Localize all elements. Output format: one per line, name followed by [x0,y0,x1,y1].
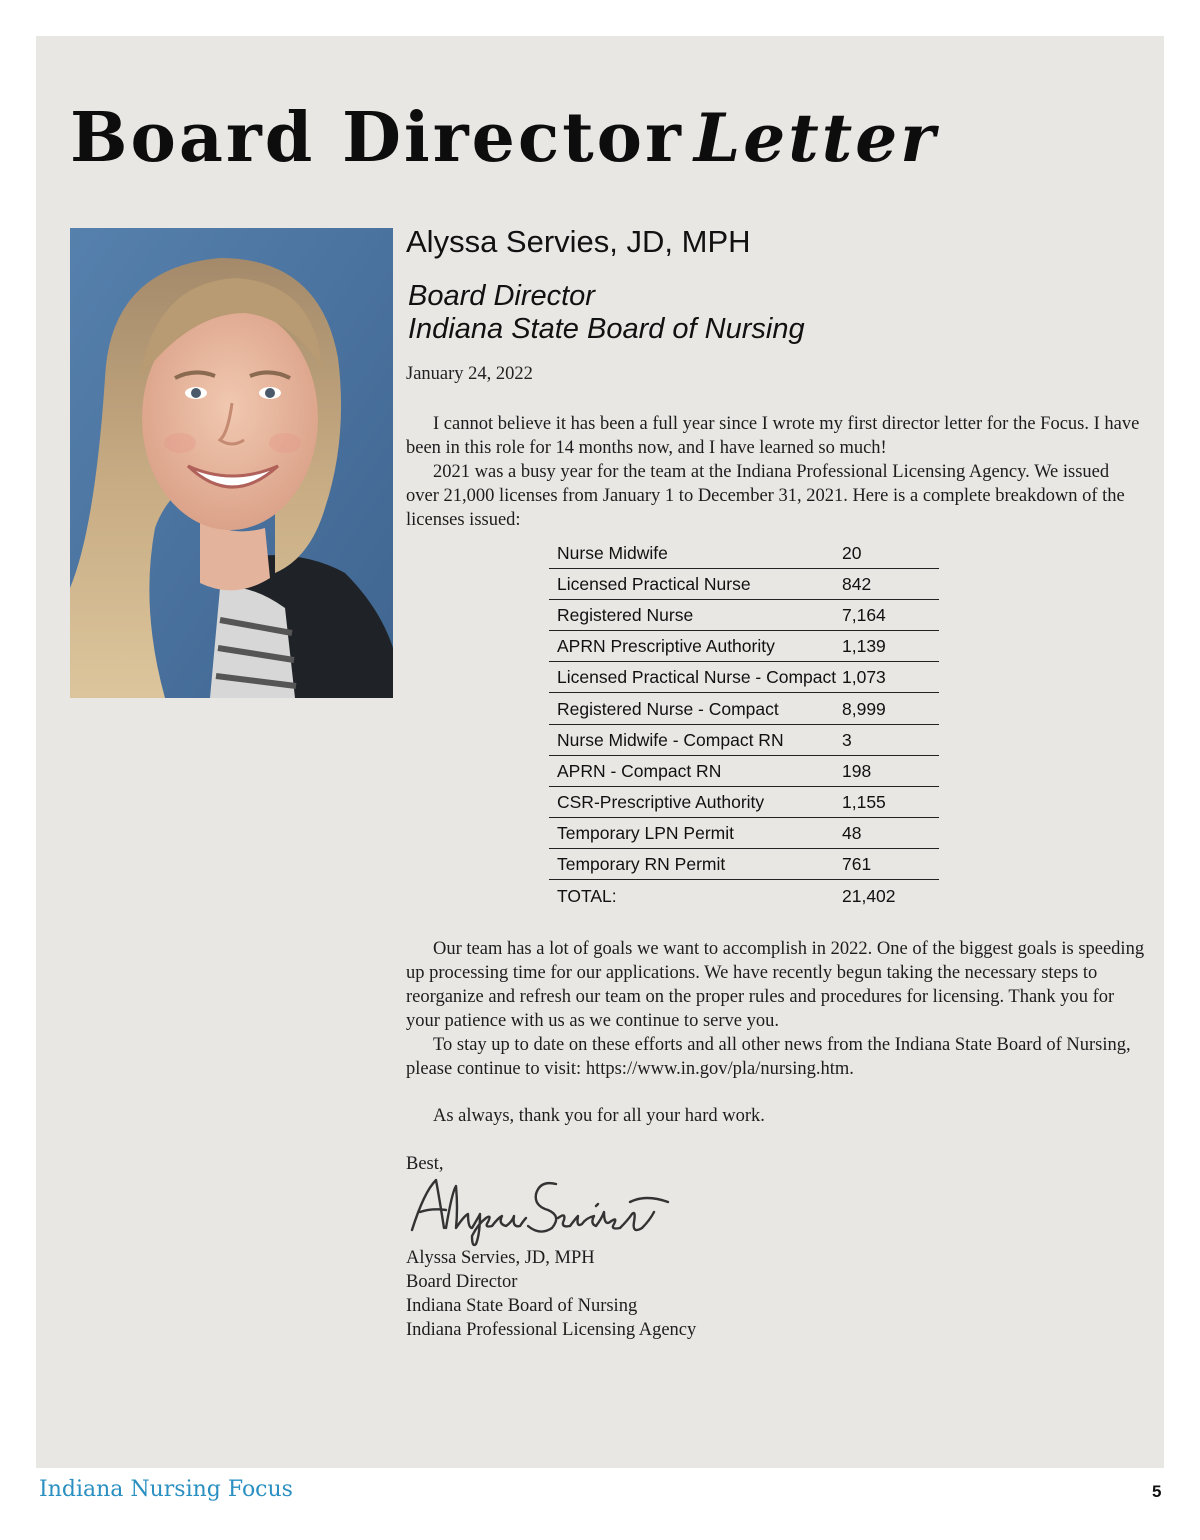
license-count: 21,402 [842,886,896,907]
license-count: 198 [842,760,872,781]
closing: Best, [406,1154,444,1174]
page-title-bold: Board Director [70,98,684,178]
author-photo [70,228,393,698]
signoff-organization: Indiana State Board of Nursing [406,1296,638,1316]
license-count: 1,139 [842,636,886,657]
page-title-italic: Letter [693,99,938,177]
paragraph: 2021 was a busy year for the team at the Indiana Professional Licensing Agency. We issued over 21,000 licenses from January 1 to December 31, 2021. Here is a complete breakdown of the licenses issued: [406,462,1125,530]
license-type: CSR-Prescriptive Authority [557,791,765,812]
license-type: Temporary LPN Permit [557,822,734,843]
license-type: Temporary RN Permit [557,854,726,875]
table-row [549,725,939,756]
paragraph: Our team has a lot of goals we want to accomplish in 2022. One of the biggest goals is speeding up processing time for our applications. We have recently begun taking the necessary steps to reorganize and refresh our team on the proper rules and procedures for licensing. Thank you for your patience with us as we continue to serve you. [406,939,1145,1031]
table-row [549,600,939,631]
handwritten-signature [406,1172,686,1250]
license-type: Nurse Midwife - Compact RN [557,729,784,750]
license-type: Nurse Midwife [557,543,668,564]
page-number: 5 [1152,1482,1162,1501]
license-type: Licensed Practical Nurse [557,574,751,595]
license-count: 8,999 [842,698,886,719]
table-total-row [549,880,939,911]
paragraph: As always, thank you for all your hard work. [433,1106,765,1126]
license-type: Licensed Practical Nurse - Compact [557,667,837,688]
goals-text [406,937,1146,1081]
license-type: Registered Nurse - Compact [557,698,779,719]
license-type: Registered Nurse [557,605,694,626]
table-row [549,693,939,724]
author-role-organization: Indiana State Board of Nursing [408,313,805,345]
table-row [549,849,939,880]
table-row [549,569,939,600]
author-role [408,280,805,346]
thanks-text [406,1104,1146,1128]
letter-date: January 24, 2022 [406,364,533,384]
license-count: 48 [842,822,862,843]
table-row [549,662,939,693]
license-type: APRN Prescriptive Authority [557,636,775,657]
table-row [549,538,939,569]
license-count: 20 [842,543,862,564]
paragraph: To stay up to date on these efforts and all other news from the Indiana State Board of Nursing, please continue to visit: https://www.in.gov/pla/nursing.htm. [406,1035,1131,1079]
publication-name: Indiana Nursing Focus [39,1477,293,1502]
license-type: APRN - Compact RN [557,760,722,781]
license-count: 1,073 [842,667,886,688]
signoff-title: Board Director [406,1272,518,1292]
license-type: TOTAL: [557,886,617,907]
table-row [549,631,939,662]
signoff-agency: Indiana Professional Licensing Agency [406,1320,697,1340]
license-count: 842 [842,574,872,595]
intro-text [406,412,1146,532]
page-title [70,98,938,178]
author-name: Alyssa Servies, JD, MPH [406,224,751,259]
author-role-title: Board Director [408,280,595,312]
signoff-name: Alyssa Servies, JD, MPH [406,1248,595,1268]
license-count: 1,155 [842,791,886,812]
paragraph: I cannot believe it has been a full year since I wrote my first director letter for the Focus. I have been in this role for 14 months now, and I have learned so much! [406,414,1140,458]
table-row [549,756,939,787]
license-count: 7,164 [842,605,886,626]
license-count: 761 [842,854,872,875]
table-row [549,818,939,849]
license-count: 3 [842,729,852,750]
signoff-block [406,1246,696,1342]
license-breakdown-table [549,538,939,911]
table-row [549,787,939,818]
